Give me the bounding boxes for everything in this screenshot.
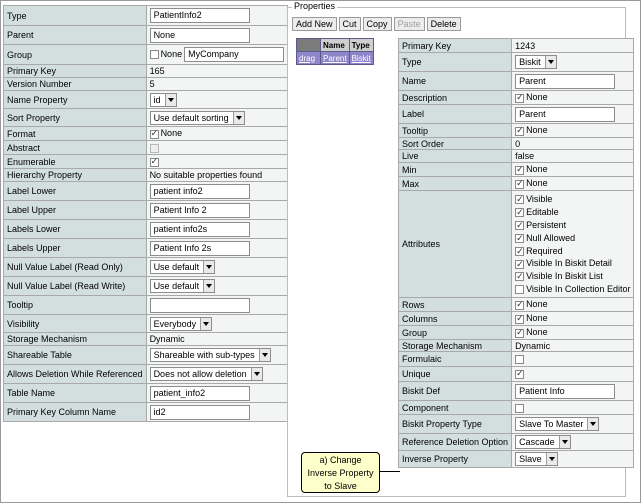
- attribute-item: [515, 193, 630, 206]
- property-value: [512, 340, 634, 352]
- property-row-storage-mechanism: [4, 333, 288, 346]
- property-value: [512, 138, 634, 150]
- property-row-labels-upper: [4, 239, 288, 258]
- callout-pointer: [380, 471, 400, 472]
- label-upper-input[interactable]: Patient Info 2: [150, 203, 250, 218]
- property-row-allows-deletion-while-referenced: [4, 365, 288, 384]
- label-lower-input[interactable]: patient info2: [150, 184, 250, 199]
- property-value: [512, 434, 634, 451]
- property-row-version-number: [4, 78, 288, 91]
- attribute-visible-in-biskit-detail-checkbox[interactable]: [515, 260, 524, 269]
- visibility-select[interactable]: [150, 317, 213, 331]
- component-checkbox[interactable]: [515, 404, 524, 413]
- callout-line-2: Inverse Property: [307, 468, 374, 478]
- property-value: [146, 78, 288, 91]
- property-label: Storage Mechanism: [4, 333, 147, 346]
- table-name-input[interactable]: patient_info2: [150, 386, 250, 401]
- property-list-table: [296, 38, 374, 65]
- type-input[interactable]: PatientInfo2: [150, 8, 250, 23]
- property-row-primary-key: [399, 39, 634, 53]
- description-checkbox[interactable]: [515, 94, 524, 103]
- property-value: [512, 382, 634, 401]
- chevron-down-icon[interactable]: [165, 94, 176, 106]
- property-value: [146, 220, 288, 239]
- group-checkbox-label: None: [526, 327, 548, 338]
- property-value: [146, 26, 288, 45]
- columns-checkbox[interactable]: [515, 315, 524, 324]
- format-checkbox-label: None: [160, 128, 183, 139]
- property-label: Primary Key Column Name: [4, 403, 147, 422]
- biskit-property-type-select-value: Slave To Master: [519, 419, 584, 429]
- property-label: Sort Order: [399, 138, 512, 150]
- formulaic-checkbox[interactable]: [515, 355, 524, 364]
- property-value: [512, 352, 634, 367]
- max-checkbox[interactable]: [515, 180, 524, 189]
- property-row-max: [399, 177, 634, 191]
- chevron-down-icon[interactable]: [545, 56, 556, 68]
- attribute-visible-in-biskit-list-checkbox[interactable]: [515, 272, 524, 281]
- tooltip-input[interactable]: [150, 298, 250, 313]
- property-value: [512, 312, 634, 326]
- property-row-null-value-label-read-write: [4, 277, 288, 296]
- allows-deletion-while-referenced-select-value: Does not allow deletion: [153, 369, 247, 379]
- list-header-handle: [297, 39, 321, 52]
- property-row-label-upper: [4, 201, 288, 220]
- property-label: Biskit Def: [399, 382, 512, 401]
- property-value: [146, 346, 288, 365]
- property-label: Label Upper: [4, 201, 147, 220]
- property-value: [512, 401, 634, 415]
- property-row-group: [4, 45, 288, 65]
- attribute-label: Visible In Biskit List: [526, 271, 603, 282]
- chevron-down-icon[interactable]: [233, 112, 244, 124]
- property-label: Name Property: [4, 91, 147, 109]
- properties-toolbar: [292, 17, 461, 31]
- property-label: Live: [399, 150, 512, 163]
- property-value: [146, 45, 288, 65]
- callout-line-1: a) Change: [319, 455, 362, 465]
- chevron-down-icon[interactable]: [259, 349, 270, 361]
- property-label: Columns: [399, 312, 512, 326]
- property-row-sort-order: [399, 138, 634, 150]
- rows-checkbox-label: None: [526, 299, 548, 310]
- sort-property-select[interactable]: [150, 111, 245, 125]
- property-row-tooltip: [399, 124, 634, 138]
- property-value: [512, 191, 634, 298]
- property-label: Shareable Table: [4, 346, 147, 365]
- live-value: false: [515, 151, 535, 161]
- property-label: Reference Deletion Option: [399, 434, 512, 451]
- property-label: Group: [399, 326, 512, 340]
- property-label: Biskit Property Type: [399, 415, 512, 434]
- property-value: [512, 298, 634, 312]
- property-value: [146, 65, 288, 78]
- property-value: [146, 384, 288, 403]
- property-value: [512, 177, 634, 191]
- add-new-button[interactable]: Add New: [292, 17, 337, 31]
- tooltip-checkbox[interactable]: [515, 127, 524, 136]
- labels-upper-input[interactable]: Patient Info 2s: [150, 241, 250, 256]
- property-row-label-lower: [4, 182, 288, 201]
- attribute-label: Visible: [526, 193, 553, 204]
- null-value-label-read-only-select[interactable]: [150, 260, 216, 274]
- chevron-down-icon[interactable]: [203, 280, 214, 292]
- property-value: [146, 239, 288, 258]
- property-row-type: [4, 6, 288, 26]
- sort-order-value: 0: [515, 138, 521, 149]
- property-label: Tooltip: [399, 124, 512, 138]
- max-checkbox-label: None: [526, 178, 548, 189]
- attribute-label: Editable: [526, 206, 559, 217]
- property-value: [512, 105, 634, 124]
- attribute-item: [515, 245, 630, 258]
- property-row-label: [399, 105, 634, 124]
- property-label: Allows Deletion While Referenced: [4, 365, 147, 384]
- property-row-primary-key-column-name: [4, 403, 288, 422]
- property-label: Null Value Label (Read Only): [4, 258, 147, 277]
- list-item[interactable]: [297, 52, 374, 65]
- property-row-parent: [4, 26, 288, 45]
- list-header-type[interactable]: Type: [349, 39, 373, 52]
- copy-button[interactable]: Copy: [363, 17, 392, 31]
- min-checkbox[interactable]: [515, 166, 524, 175]
- property-label: Labels Lower: [4, 220, 147, 239]
- property-label: Table Name: [4, 384, 147, 403]
- property-label: Formulaic: [399, 352, 512, 367]
- attribute-item: [515, 283, 630, 296]
- allows-deletion-while-referenced-select[interactable]: [150, 367, 263, 381]
- property-row-primary-key: [4, 65, 288, 78]
- property-row-type: [399, 53, 634, 72]
- property-row-description: [399, 91, 634, 105]
- attribute-item: [515, 232, 630, 245]
- property-value: [512, 39, 634, 53]
- shareable-table-select-value: Shareable with sub-types: [153, 350, 255, 360]
- property-label: Primary Key: [4, 65, 147, 78]
- primary-key-value: 1243: [515, 40, 536, 51]
- property-label: Type: [399, 53, 512, 72]
- property-row-component: [399, 401, 634, 415]
- attribute-visible-in-collection-editor-checkbox[interactable]: [515, 285, 524, 294]
- property-row-inverse-property: [399, 451, 634, 468]
- attribute-label: Required: [526, 245, 563, 256]
- property-row-hierarchy-property: [4, 169, 288, 182]
- format-checkbox[interactable]: [150, 130, 159, 139]
- property-value: [512, 91, 634, 105]
- chevron-down-icon[interactable]: [546, 453, 557, 465]
- version-number-value: 5: [149, 79, 155, 89]
- property-label: Storage Mechanism: [399, 340, 512, 352]
- property-label: Component: [399, 401, 512, 415]
- property-label: Hierarchy Property: [4, 169, 147, 182]
- property-label: Labels Upper: [4, 239, 147, 258]
- chevron-down-icon[interactable]: [203, 261, 214, 273]
- parent-input[interactable]: None: [150, 28, 250, 43]
- property-row-format: [4, 127, 288, 141]
- drag-handle[interactable]: drag: [297, 52, 321, 65]
- property-value: [146, 403, 288, 422]
- inverse-property-select-value: Slave: [519, 454, 542, 464]
- property-row-tooltip: [4, 296, 288, 315]
- properties-group-title: Properties: [294, 1, 336, 11]
- name-property-select-value: id: [153, 94, 161, 105]
- property-label: Parent: [4, 26, 147, 45]
- property-row-name: [399, 72, 634, 91]
- property-label: Description: [399, 91, 512, 105]
- property-row-reference-deletion-option: [399, 434, 634, 451]
- property-value: [512, 326, 634, 340]
- reference-deletion-option-select-value: Cascade: [519, 437, 555, 447]
- property-row-columns: [399, 312, 634, 326]
- shareable-table-select[interactable]: [150, 348, 271, 362]
- attribute-label: Null Allowed: [526, 232, 576, 243]
- type-select-value: Biskit: [519, 57, 541, 67]
- property-row-null-value-label-read-only: [4, 258, 288, 277]
- property-value: [512, 53, 634, 72]
- inverse-property-select[interactable]: [515, 452, 558, 466]
- attribute-null-allowed-checkbox[interactable]: [515, 234, 524, 243]
- property-value: [146, 182, 288, 201]
- group-checkbox[interactable]: [150, 50, 159, 59]
- property-label: Label: [399, 105, 512, 124]
- property-label: Label Lower: [4, 182, 147, 201]
- property-detail-table: [398, 38, 634, 468]
- property-label: Name: [399, 72, 512, 91]
- property-value: [512, 451, 634, 468]
- callout-line-3: to Slave: [324, 481, 357, 491]
- name-property-select[interactable]: [150, 93, 177, 107]
- property-label: Rows: [399, 298, 512, 312]
- list-item-type[interactable]: Biskit: [349, 52, 373, 65]
- unique-checkbox[interactable]: [515, 370, 524, 379]
- property-row-min: [399, 163, 634, 177]
- property-value: [146, 201, 288, 220]
- group-checkbox-label: None: [160, 48, 183, 59]
- attribute-label: Visible In Collection Editor: [526, 284, 631, 295]
- property-value: [512, 72, 634, 91]
- property-row-biskit-def: [399, 382, 634, 401]
- property-value: [146, 6, 288, 26]
- annotation-callout: [301, 452, 380, 493]
- property-label: Version Number: [4, 78, 147, 91]
- property-value: [146, 296, 288, 315]
- property-row-visibility: [4, 315, 288, 333]
- property-row-rows: [399, 298, 634, 312]
- property-label: Visibility: [4, 315, 147, 333]
- property-row-biskit-property-type: [399, 415, 634, 434]
- group-input[interactable]: MyCompany: [184, 47, 284, 62]
- attribute-required-checkbox[interactable]: [515, 247, 524, 256]
- list-header-name[interactable]: Name: [321, 39, 350, 52]
- property-label: Null Value Label (Read Write): [4, 277, 147, 296]
- property-value: [512, 415, 634, 434]
- attribute-item: [515, 270, 630, 283]
- attribute-label: Persistent: [526, 219, 567, 230]
- property-label: Unique: [399, 367, 512, 382]
- hierarchy-property-value: No suitable properties found: [149, 170, 263, 180]
- name-input[interactable]: Parent: [515, 74, 615, 89]
- property-label: Group: [4, 45, 147, 65]
- property-label: Inverse Property: [399, 451, 512, 468]
- storage-mechanism-value: Dynamic: [515, 340, 551, 351]
- label-input[interactable]: Parent: [515, 107, 615, 122]
- property-row-unique: [399, 367, 634, 382]
- property-value: [146, 277, 288, 296]
- property-label: Primary Key: [399, 39, 512, 53]
- attribute-persistent-checkbox[interactable]: [515, 221, 524, 230]
- property-label: Type: [4, 6, 147, 26]
- property-label: Format: [4, 127, 147, 141]
- property-value: [512, 150, 634, 163]
- property-value: [146, 127, 288, 141]
- property-row-enumerable: [4, 155, 288, 169]
- list-header-row: [297, 39, 374, 52]
- chevron-down-icon[interactable]: [559, 436, 570, 448]
- property-row-table-name: [4, 384, 288, 403]
- primary-key-value: 165: [149, 66, 165, 76]
- property-value: [146, 365, 288, 384]
- property-value: [146, 141, 288, 155]
- property-row-storage-mechanism: [399, 340, 634, 352]
- tooltip-checkbox-label: None: [526, 125, 548, 136]
- property-value: [146, 91, 288, 109]
- null-value-label-read-write-select-value: Use default: [153, 281, 200, 291]
- property-label: Enumerable: [4, 155, 147, 169]
- biskit-property-type-select[interactable]: [515, 417, 599, 431]
- property-value: [512, 124, 634, 138]
- visibility-select-value: Everybody: [153, 318, 197, 329]
- property-label: Sort Property: [4, 109, 147, 127]
- property-label: Attributes: [399, 191, 512, 298]
- storage-mechanism-value: Dynamic: [149, 334, 185, 344]
- property-value: [146, 333, 288, 346]
- property-value: [146, 315, 288, 333]
- delete-button[interactable]: Delete: [427, 17, 461, 31]
- sort-property-select-value: Use default sorting: [153, 112, 229, 123]
- attribute-item: [515, 219, 630, 232]
- null-value-label-read-write-select[interactable]: [150, 279, 216, 293]
- property-value: [512, 367, 634, 382]
- description-checkbox-label: None: [526, 92, 548, 103]
- property-label: Abstract: [4, 141, 147, 155]
- attribute-label: Visible In Biskit Detail: [526, 258, 612, 269]
- paste-button: Paste: [394, 17, 425, 31]
- property-value: [512, 163, 634, 177]
- property-value: [146, 109, 288, 127]
- rows-checkbox[interactable]: [515, 301, 524, 310]
- biskit-def-input[interactable]: Patient Info: [515, 384, 615, 399]
- enumerable-checkbox[interactable]: [150, 158, 159, 167]
- reference-deletion-option-select[interactable]: [515, 435, 571, 449]
- property-row-formulaic: [399, 352, 634, 367]
- property-row-group: [399, 326, 634, 340]
- cut-button[interactable]: Cut: [339, 17, 361, 31]
- min-checkbox-label: None: [526, 164, 548, 175]
- abstract-checkbox: [150, 144, 159, 153]
- property-row-sort-property: [4, 109, 288, 127]
- null-value-label-read-only-select-value: Use default: [153, 262, 200, 272]
- property-row-live: [399, 150, 634, 163]
- chevron-down-icon[interactable]: [251, 368, 262, 380]
- columns-checkbox-label: None: [526, 313, 548, 324]
- property-value: [146, 169, 288, 182]
- type-select[interactable]: [515, 55, 557, 69]
- property-label: Tooltip: [4, 296, 147, 315]
- group-checkbox[interactable]: [515, 329, 524, 338]
- property-value: [146, 155, 288, 169]
- property-row-name-property: [4, 91, 288, 109]
- property-label: Min: [399, 163, 512, 177]
- list-item-name[interactable]: Parent: [321, 52, 350, 65]
- biskit-def-properties-table: [3, 5, 288, 422]
- attribute-item: [515, 257, 630, 270]
- chevron-down-icon[interactable]: [587, 418, 598, 430]
- attribute-visible-checkbox[interactable]: [515, 195, 524, 204]
- property-label: Max: [399, 177, 512, 191]
- chevron-down-icon[interactable]: [200, 318, 211, 330]
- property-row-attributes: [399, 191, 634, 298]
- attribute-editable-checkbox[interactable]: [515, 208, 524, 217]
- property-row-labels-lower: [4, 220, 288, 239]
- property-value: [146, 258, 288, 277]
- primary-key-column-name-input[interactable]: id2: [150, 405, 250, 420]
- labels-lower-input[interactable]: patient info2s: [150, 222, 250, 237]
- property-row-shareable-table: [4, 346, 288, 365]
- property-row-abstract: [4, 141, 288, 155]
- attribute-item: [515, 206, 630, 219]
